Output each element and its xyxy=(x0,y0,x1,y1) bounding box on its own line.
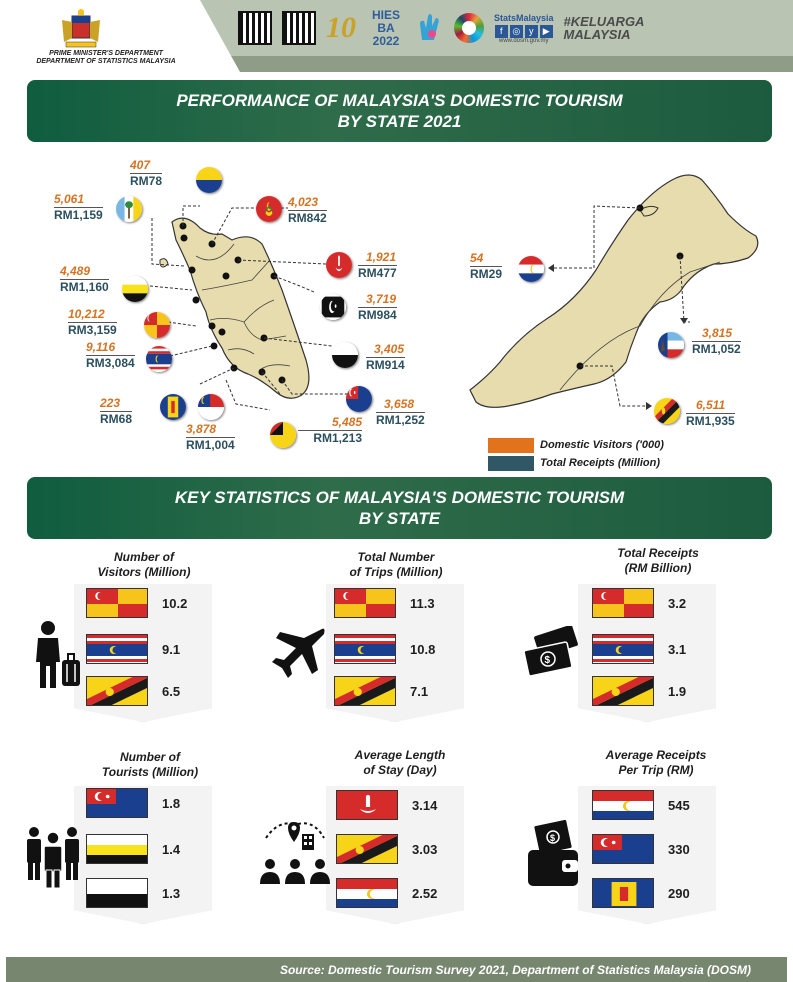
card-per-trip-row-1 xyxy=(592,790,690,820)
receipts-value: RM1,160 xyxy=(60,280,109,294)
map-label-negeri-sembilan xyxy=(298,415,362,446)
card-trips-value-2: 10.8 xyxy=(410,641,436,657)
legend-visitors xyxy=(488,436,664,454)
instagram-icon: ◎ xyxy=(510,25,523,38)
visitors-value: 3,719 xyxy=(358,292,397,308)
flag-selangor-icon xyxy=(334,588,396,618)
card-visitors-value-3: 6.5 xyxy=(162,683,181,699)
receipts-value: RM1,213 xyxy=(313,431,363,445)
legend-receipts-label: Total Receipts (Million) xyxy=(540,457,660,469)
card-visitors-title xyxy=(54,550,234,580)
card-per-trip-title xyxy=(566,748,746,778)
flag-labuan-icon xyxy=(592,790,654,820)
visitors-value: 5,061 xyxy=(54,192,103,208)
flag-marker-labuan xyxy=(518,256,544,282)
flag-marker-melaka xyxy=(198,394,224,420)
card-stay-value-3: 2.52 xyxy=(412,885,438,901)
card-receipts-title-line-2: (RM Billion) xyxy=(624,561,692,575)
visitors-value: 10,212 xyxy=(68,307,117,323)
map-label-sarawak xyxy=(686,398,735,429)
card-receipts-title-line-1: Total Receipts xyxy=(617,546,699,560)
card-trips-title-line-1: Total Number xyxy=(357,550,435,564)
visitors-value: 3,878 xyxy=(186,422,235,438)
card-per-trip-value-2: 330 xyxy=(668,841,690,857)
card-receipts-value-1: 3.2 xyxy=(668,595,687,611)
statsmalaysia-label: StatsMalaysia xyxy=(494,12,554,23)
svg-text:$: $ xyxy=(550,833,556,843)
card-visitors-value-1: 10.2 xyxy=(162,595,188,611)
flag-marker-kelantan xyxy=(326,252,352,278)
flag-labuan-icon xyxy=(336,878,398,908)
card-tourists-value-1: 1.8 xyxy=(162,795,181,811)
card-stay-row-3 xyxy=(336,878,437,908)
map-label-johor xyxy=(376,397,425,428)
card-tourists-title-line-1: Number of xyxy=(120,750,180,764)
card-per-trip-row-3 xyxy=(592,878,690,908)
partner-logos xyxy=(238,8,652,48)
flag-marker-terengganu xyxy=(320,294,346,320)
receipts-value: RM1,935 xyxy=(686,414,735,428)
svg-text:$: $ xyxy=(544,655,551,666)
banner-key-statistics xyxy=(27,477,772,539)
card-stay-title xyxy=(310,748,490,778)
card-receipts-row-3 xyxy=(592,676,686,706)
flag-putrajaya-icon xyxy=(592,878,654,908)
twitter-icon: y xyxy=(525,25,538,38)
map-label-sabah xyxy=(692,326,741,357)
receipts-value: RM78 xyxy=(130,174,163,188)
card-stay-row-2 xyxy=(336,834,437,864)
card-trips-row-1 xyxy=(334,588,435,618)
card-receipts-row-1 xyxy=(592,588,686,618)
legend-visitors-label: Domestic Visitors ('000) xyxy=(540,439,664,451)
card-receipts-value-3: 1.9 xyxy=(668,683,687,699)
card-stay-title-line-2: of Stay (Day) xyxy=(363,763,437,777)
header xyxy=(0,0,793,72)
card-trips-title-line-2: of Trips (Million) xyxy=(349,565,443,579)
card-trips-value-3: 7.1 xyxy=(410,683,429,699)
map-label-selangor xyxy=(68,307,117,338)
card-visitors-row-2 xyxy=(86,634,180,664)
tourism-map xyxy=(0,140,793,476)
sdg-wheel-icon xyxy=(454,13,484,43)
flag-kuala-lumpur-icon xyxy=(592,634,654,664)
coat-of-arms-icon xyxy=(58,8,104,50)
visitors-value: 4,489 xyxy=(60,264,109,280)
department-name xyxy=(6,50,206,66)
keluarga-malaysia-logo: #KELUARGA MALAYSIA xyxy=(563,14,644,42)
card-tourists-row-2 xyxy=(86,834,180,864)
flag-marker-johor xyxy=(346,386,372,412)
card-tourists-title xyxy=(60,750,240,780)
card-stay-title-line-1: Average Length xyxy=(354,748,446,762)
card-tourists-title-line-2: Tourists (Million) xyxy=(101,765,199,779)
facebook-icon: f xyxy=(495,25,508,38)
visitors-value: 5,485 xyxy=(298,415,362,431)
banner-performance-line-2: BY STATE 2021 xyxy=(337,112,462,131)
flag-marker-kedah xyxy=(256,196,282,222)
flag-marker-kuala-lumpur xyxy=(146,346,172,372)
qr-code-icon-2 xyxy=(282,11,316,45)
card-visitors-row-1 xyxy=(86,588,187,618)
card-trips-title xyxy=(306,550,486,580)
receipts-value: RM1,159 xyxy=(54,208,103,222)
legend-visitors-swatch xyxy=(488,438,534,453)
card-visitors-value-2: 9.1 xyxy=(162,641,181,657)
receipts-value: RM842 xyxy=(288,211,327,225)
map-label-putrajaya xyxy=(100,396,132,427)
flag-kuala-lumpur-icon xyxy=(334,634,396,664)
card-tourists-value-2: 1.4 xyxy=(162,841,181,857)
map-label-melaka xyxy=(186,422,235,453)
receipts-value: RM914 xyxy=(366,358,405,372)
receipts-value: RM984 xyxy=(358,308,397,322)
map-legend xyxy=(488,436,664,472)
wallet-with-money-icon xyxy=(522,820,584,892)
card-per-trip-row-2 xyxy=(592,834,690,864)
visitors-value: 3,405 xyxy=(366,342,405,358)
flag-sarawak-icon xyxy=(334,676,396,706)
card-stay-value-1: 3.14 xyxy=(412,797,438,813)
visitors-value: 223 xyxy=(100,396,132,412)
footer xyxy=(6,957,787,982)
receipts-value: RM1,252 xyxy=(376,413,425,427)
receipts-value: RM3,084 xyxy=(86,356,135,370)
banner-key-statistics-line-1: KEY STATISTICS OF MALAYSIA'S DOMESTIC TOURISM xyxy=(174,488,625,507)
map-label-terengganu xyxy=(358,292,397,323)
visitors-value: 9,116 xyxy=(86,340,135,356)
card-receipts-value-2: 3.1 xyxy=(668,641,687,657)
card-receipts-row-2 xyxy=(592,634,686,664)
flag-marker-sarawak xyxy=(654,398,680,424)
map-label-kelantan xyxy=(358,250,397,281)
peninsular-malaysia-shape xyxy=(172,218,309,398)
card-visitors-title-line-2: Visitors (Million) xyxy=(97,565,191,579)
map-label-kedah xyxy=(288,195,327,226)
banner-performance-line-1: PERFORMANCE OF MALAYSIA'S DOMESTIC TOURISM xyxy=(176,91,623,110)
flag-selangor-icon xyxy=(592,588,654,618)
card-per-trip-value-3: 290 xyxy=(668,885,690,901)
website-url: www.dosm.gov.my xyxy=(498,37,549,44)
flag-marker-penang xyxy=(116,196,142,222)
flag-marker-sabah xyxy=(658,332,684,358)
anniversary-logo: 10 xyxy=(326,11,356,44)
flag-sarawak-icon xyxy=(86,676,148,706)
flag-selangor-icon xyxy=(86,588,148,618)
card-trips-value-1: 11.3 xyxy=(410,595,435,611)
card-tourists-row-1 xyxy=(86,788,180,818)
card-per-trip-title-line-2: Per Trip (RM) xyxy=(618,763,694,777)
east-malaysia-shape xyxy=(470,175,758,407)
map-label-pahang xyxy=(366,342,405,373)
card-tourists-value-3: 1.3 xyxy=(162,885,181,901)
map-label-perak xyxy=(60,264,109,295)
map-label-perlis xyxy=(130,158,162,189)
visitors-value: 4,023 xyxy=(288,195,327,211)
card-receipts-title xyxy=(568,546,748,576)
legend-receipts-swatch xyxy=(488,456,534,471)
visitors-value: 3,815 xyxy=(692,326,741,342)
flag-marker-perak xyxy=(122,276,148,302)
receipts-value: RM3,159 xyxy=(68,323,117,337)
visitors-value: 6,511 xyxy=(686,398,735,414)
flag-marker-perlis xyxy=(196,167,222,193)
youtube-icon: ▶ xyxy=(540,25,553,38)
social-icons xyxy=(495,25,553,38)
visitors-value: 3,658 xyxy=(376,397,425,413)
hand-logo-icon xyxy=(416,12,444,44)
visitors-value: 54 xyxy=(470,251,502,267)
flag-kelantan-icon xyxy=(336,790,398,820)
flag-marker-putrajaya xyxy=(160,394,186,420)
hies-logo: HIES BA 2022 xyxy=(371,7,400,48)
receipts-value: RM29 xyxy=(470,267,503,281)
banner-performance xyxy=(27,80,772,142)
flag-sarawak-icon xyxy=(592,676,654,706)
visitors-value: 1,921 xyxy=(358,250,397,266)
group-of-people-icon xyxy=(22,822,84,888)
card-stay-row-1 xyxy=(336,790,437,820)
flag-pahang-icon xyxy=(86,878,148,908)
receipts-value: RM477 xyxy=(358,266,397,280)
traveler-with-luggage-icon xyxy=(32,620,84,690)
card-visitors-row-3 xyxy=(86,676,180,706)
visitors-value: 407 xyxy=(130,158,162,174)
banknotes-icon xyxy=(522,626,580,680)
flag-perak-icon xyxy=(86,834,148,864)
flag-johor-icon xyxy=(592,834,654,864)
hotel-guests-icon xyxy=(258,818,332,890)
card-stay-value-2: 3.03 xyxy=(412,841,438,857)
flag-marker-pahang xyxy=(332,342,358,368)
card-trips-row-2 xyxy=(334,634,435,664)
qr-code-icon xyxy=(238,11,272,45)
banner-key-statistics-line-2: BY STATE xyxy=(358,509,441,528)
flag-kuala-lumpur-icon xyxy=(86,634,148,664)
receipts-value: RM1,004 xyxy=(186,438,235,452)
flag-marker-selangor xyxy=(144,312,170,338)
card-per-trip-title-line-1: Average Receipts xyxy=(605,748,707,762)
map-label-labuan xyxy=(470,251,502,282)
map-label-penang xyxy=(54,192,103,223)
receipts-value: RM1,052 xyxy=(692,342,741,356)
airplane-icon xyxy=(268,624,328,684)
flag-sarawak-icon xyxy=(336,834,398,864)
department-line-1: PRIME MINISTER'S DEPARTMENT xyxy=(49,50,163,57)
legend-receipts xyxy=(488,454,664,472)
header-band xyxy=(200,56,793,72)
flag-marker-negeri-sembilan xyxy=(270,422,296,448)
map-label-kuala-lumpur xyxy=(86,340,135,371)
card-per-trip-value-1: 545 xyxy=(668,797,690,813)
department-line-2: DEPARTMENT OF STATISTICS MALAYSIA xyxy=(36,58,176,65)
statsmalaysia-logo xyxy=(494,13,554,44)
card-tourists-row-3 xyxy=(86,878,180,908)
card-trips-row-3 xyxy=(334,676,428,706)
receipts-value: RM68 xyxy=(100,412,133,426)
card-visitors-title-line-1: Number of xyxy=(114,550,174,564)
source-note: Source: Domestic Tourism Survey 2021, Department of Statistics Malaysia (DOSM) xyxy=(279,963,751,977)
flag-johor-icon xyxy=(86,788,148,818)
